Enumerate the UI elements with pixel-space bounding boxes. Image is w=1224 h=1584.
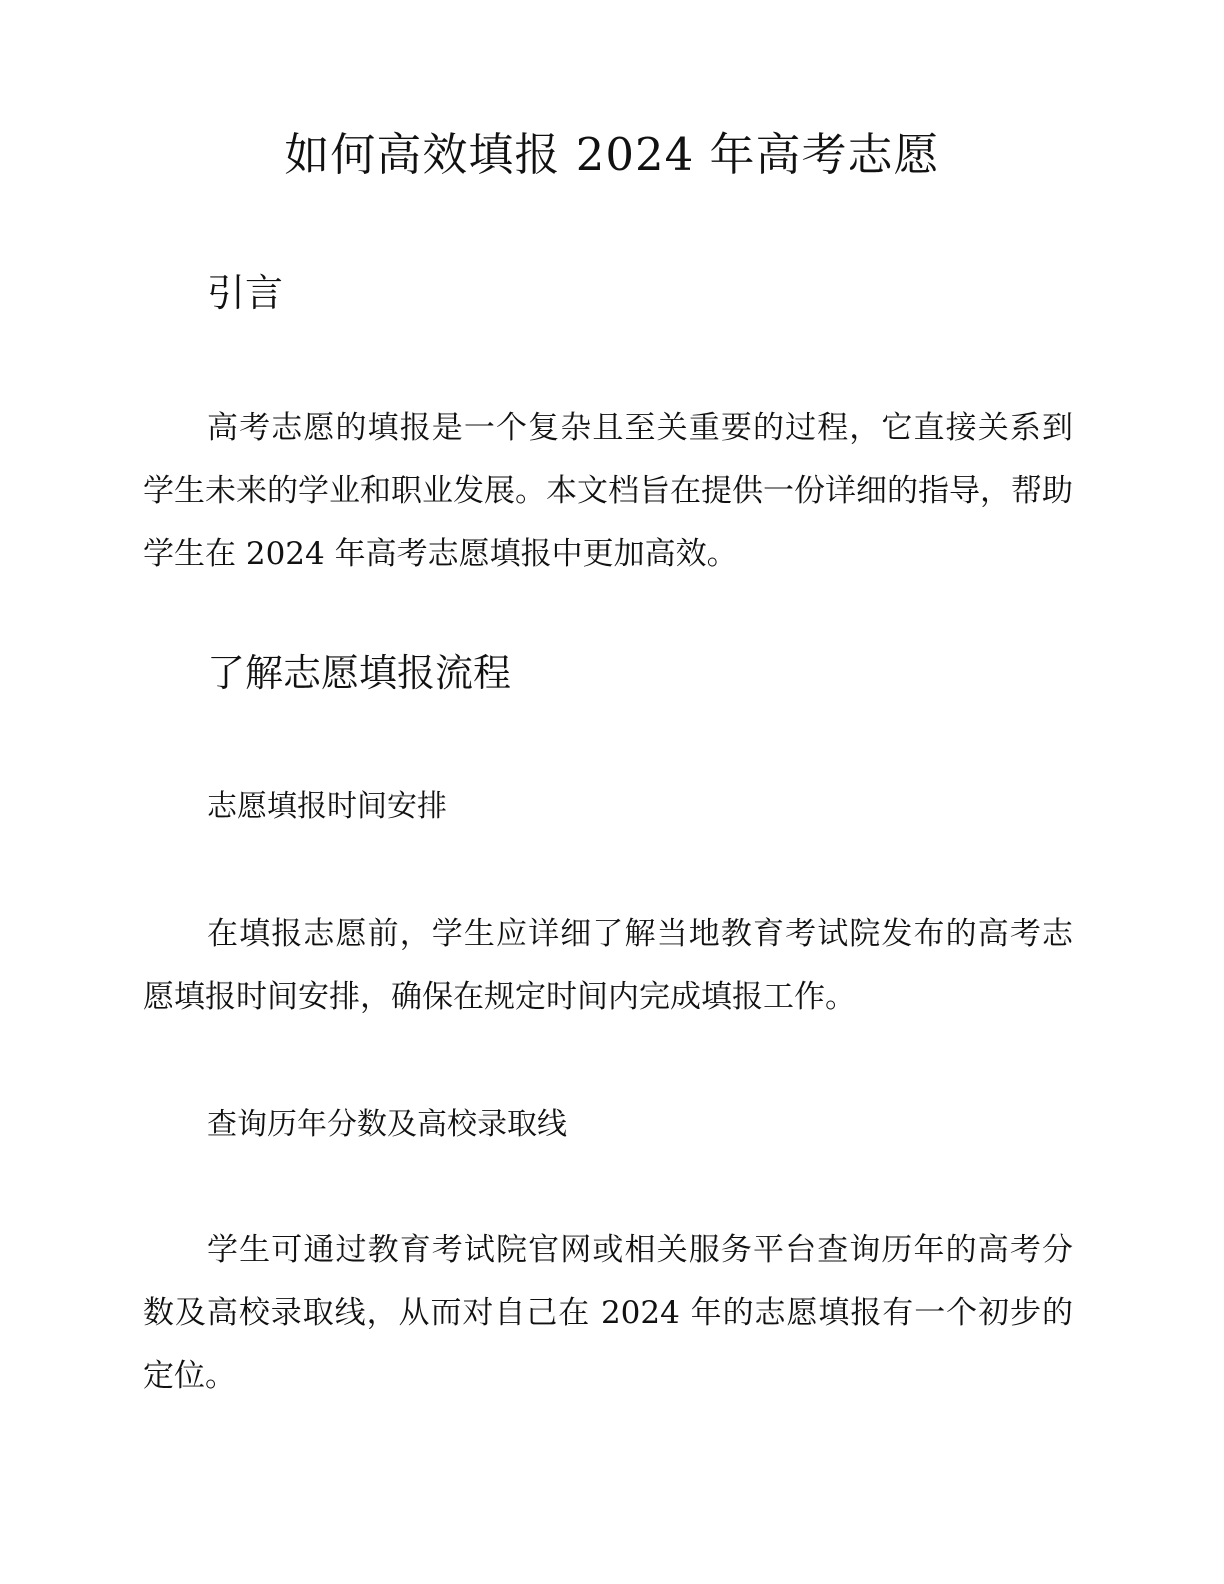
- subsection-heading-schedule: 志愿填报时间安排: [207, 789, 447, 824]
- document-title: 如何高效填报 2024 年高考志愿: [284, 128, 940, 181]
- section-heading-intro: 引言: [207, 271, 284, 315]
- scores-paragraph: 学生可通过教育考试院官网或相关服务平台查询历年的高考分数及高校录取线，从而对自己在 2024 年的志愿填报有一个初步的定位。: [143, 1232, 1073, 1394]
- schedule-paragraph: 在填报志愿前，学生应详细了解当地教育考试院发布的高考志愿填报时间安排，确保在规定时间内完成填报工作。: [143, 916, 1073, 1015]
- subsection-heading-scores: 查询历年分数及高校录取线: [207, 1107, 567, 1142]
- intro-paragraph: 高考志愿的填报是一个复杂且至关重要的过程，它直接关系到学生未来的学业和职业发展。本文档旨在提供一份详细的指导，帮助学生在 2024 年高考志愿填报中更加高效。: [143, 410, 1073, 572]
- section-heading-process: 了解志愿填报流程: [207, 651, 512, 695]
